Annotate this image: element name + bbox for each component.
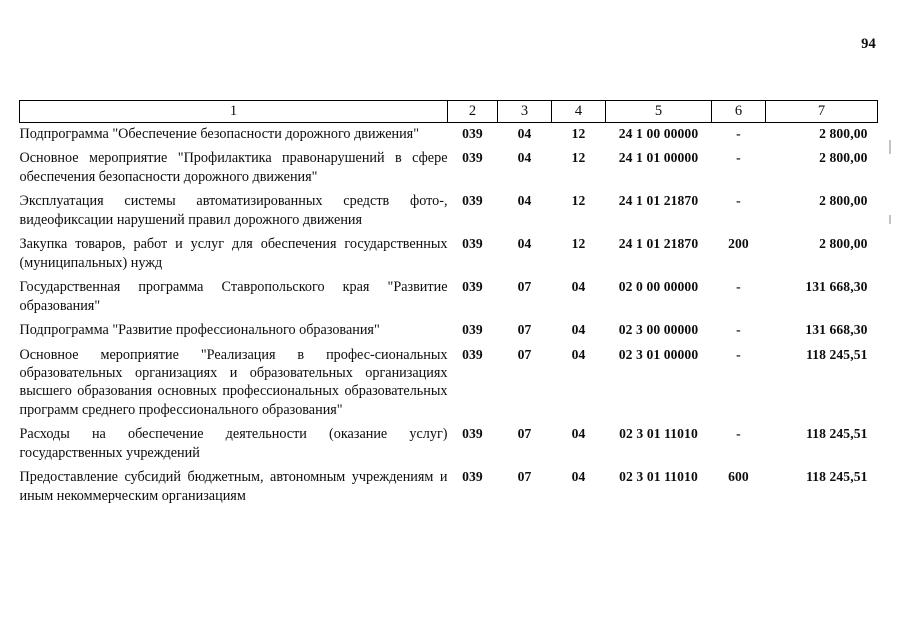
table-row xyxy=(20,190,878,233)
row-section-cell: 04 xyxy=(517,193,532,209)
row-amount-cell: 2 800,00 xyxy=(819,193,868,209)
row-label-cell: Основное мероприятие "Реализация в профес-сиональных образовательных организациях и образовательных организациях высшего образования основных профессиональных образовательных программ среднего профессионального образования" xyxy=(19,346,448,418)
row-subsection-cell: 04 xyxy=(571,469,586,485)
row-label-cell: Расходы на обеспечение деятельности (оказание услуг) государственных учреждений xyxy=(19,426,448,461)
row-amount-cell: 2 800,00 xyxy=(819,126,868,141)
table-body xyxy=(20,123,878,510)
row-section-cell: 07 xyxy=(517,469,532,485)
table-row xyxy=(20,147,878,190)
row-target-code-cell: 24 1 01 00000 xyxy=(618,150,699,166)
row-label-cell: Подпрограмма "Развитие профессионального образования" xyxy=(19,322,380,339)
row-subsection-cell: 04 xyxy=(571,322,586,338)
row-target-code-cell: 24 1 00 00000 xyxy=(618,126,699,141)
row-section-cell: 04 xyxy=(517,126,532,141)
row-chapter-cell: 039 xyxy=(462,346,483,362)
row-amount-cell: 2 800,00 xyxy=(819,236,868,252)
row-amount-cell: 118 245,51 xyxy=(806,469,868,485)
row-section-cell: 07 xyxy=(517,346,532,362)
table-header-row xyxy=(20,101,878,123)
row-expense-type-cell: - xyxy=(736,346,741,362)
table-header xyxy=(20,101,878,123)
column-header-5: 5 xyxy=(606,101,712,123)
column-header-3: 3 xyxy=(498,101,552,123)
row-section-cell: 04 xyxy=(517,150,532,166)
row-chapter-cell: 039 xyxy=(462,193,483,209)
row-chapter-cell: 039 xyxy=(462,322,483,338)
row-subsection-cell: 04 xyxy=(571,426,586,442)
scan-artifact-mark xyxy=(889,140,891,154)
row-label-cell: Предоставление субсидий бюджетным, автономным учреждениям и иным некоммерческим организациям xyxy=(19,469,448,504)
table-row xyxy=(20,423,878,466)
row-target-code-cell: 02 3 00 00000 xyxy=(618,322,699,338)
row-expense-type-cell: - xyxy=(736,322,741,338)
table-row xyxy=(20,319,878,343)
row-expense-type-cell: - xyxy=(736,150,741,166)
row-subsection-cell: 04 xyxy=(571,346,586,362)
row-expense-type-cell: - xyxy=(736,279,741,295)
row-chapter-cell: 039 xyxy=(462,236,483,252)
table-row xyxy=(20,233,878,276)
row-chapter-cell: 039 xyxy=(462,279,483,295)
row-chapter-cell: 039 xyxy=(462,150,483,166)
row-section-cell: 07 xyxy=(517,426,532,442)
row-subsection-cell: 12 xyxy=(571,150,586,166)
row-amount-cell: 131 668,30 xyxy=(805,279,868,295)
row-subsection-cell: 12 xyxy=(571,126,586,141)
column-header-1: 1 xyxy=(20,101,448,123)
row-label-cell: Основное мероприятие "Профилактика правонарушений в сфере обеспечения безопасности дорожного движения" xyxy=(19,150,448,185)
row-amount-cell: 131 668,30 xyxy=(805,322,868,338)
column-header-6: 6 xyxy=(712,101,766,123)
row-target-code-cell: 02 0 00 00000 xyxy=(618,279,699,295)
row-target-code-cell: 02 3 01 00000 xyxy=(618,346,699,362)
row-expense-type-cell: - xyxy=(736,426,741,442)
row-expense-type-cell: 200 xyxy=(728,236,749,252)
row-label-cell: Эксплуатация системы автоматизированных средств фото-, видеофиксации нарушений правил дорожного движения xyxy=(19,193,448,228)
row-section-cell: 04 xyxy=(517,236,532,252)
row-amount-cell: 2 800,00 xyxy=(819,150,868,166)
row-amount-cell: 118 245,51 xyxy=(806,426,868,442)
row-chapter-cell: 039 xyxy=(462,469,483,485)
row-target-code-cell: 24 1 01 21870 xyxy=(618,193,699,209)
row-subsection-cell: 12 xyxy=(571,236,586,252)
row-chapter-cell: 039 xyxy=(462,126,483,141)
row-expense-type-cell: - xyxy=(736,193,741,209)
column-header-7: 7 xyxy=(766,101,878,123)
row-section-cell: 07 xyxy=(517,279,532,295)
row-label-cell: Закупка товаров, работ и услуг для обеспечения государственных (муниципальных) нужд xyxy=(19,236,448,271)
row-target-code-cell: 02 3 01 11010 xyxy=(619,426,698,442)
row-expense-type-cell: 600 xyxy=(728,469,749,485)
page-number: 94 xyxy=(861,36,876,52)
row-amount-cell: 118 245,51 xyxy=(806,346,868,362)
budget-allocation-table xyxy=(19,100,878,509)
row-chapter-cell: 039 xyxy=(462,426,483,442)
row-target-code-cell: 02 3 01 11010 xyxy=(619,469,698,485)
row-subsection-cell: 12 xyxy=(571,193,586,209)
table-row xyxy=(20,344,878,424)
table-row xyxy=(20,276,878,319)
column-header-4: 4 xyxy=(552,101,606,123)
table-row xyxy=(20,123,878,148)
row-label-cell: Подпрограмма "Обеспечение безопасности дорожного движения" xyxy=(19,126,420,142)
row-label-cell: Государственная программа Ставропольского края "Развитие образования" xyxy=(19,279,448,314)
table-row xyxy=(20,466,878,509)
row-section-cell: 07 xyxy=(517,322,532,338)
row-expense-type-cell: - xyxy=(736,126,741,141)
column-header-2: 2 xyxy=(448,101,498,123)
scan-artifact-mark xyxy=(889,215,891,224)
row-target-code-cell: 24 1 01 21870 xyxy=(618,236,699,252)
row-subsection-cell: 04 xyxy=(571,279,586,295)
